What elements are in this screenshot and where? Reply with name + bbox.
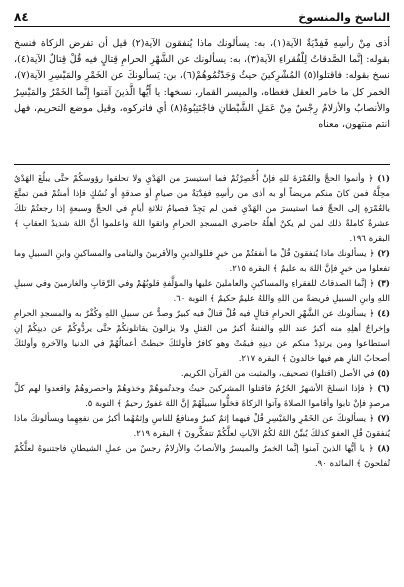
footnote-text: ﴿ يسألونكَ عن الخَمْرِ والمَيْسِرِ قُلْ فيهما إثمٌ كبيرٌ ومنافعُ للناسِ وإثمُهُما أكبرُ من نفعِهِما ويسألونكَ ماذا يُنفقونَ قُلِ العفوَ كذلكَ يُبيِّنُ اللهُ لكُمُ الآياتِ لعلَّكُمْ تتفكَّرونَ ﴾ البقرة ٢١٩. (14, 414, 390, 439)
footnote-text: ﴿ وأتموا الحجَّ والعُمْرَةَ للهِ فإنْ أُحْصِرْتُمْ فما استيسرَ من الهَدْيِ ولا تحلقوا رؤوسكُمْ حتَّى يبلُغَ الهَدْيُ محِلَّهُ فمن كانَ منكم مريضاً أو به أذى من رأسِهِ ففِدْيَةٌ من صيامٍ أو صدقةٍ أو نُسُكٍ فإذا أمنتُمْ فمن تمتَّعَ بالعُمْرَةِ إلى الحجِّ فما استيسرَ من الهَدْيِ فمن لم يَجِدْ فصيامُ ثلاثةِ أيامٍ في الحجِّ وسبعةٍ إذا رجعتُمْ تلكَ عشرةٌ كاملةٌ ذلك لمن لم يكنْ أهلُهُ حاضري المسجدِ الحرامِ واتقوا اللهَ واعلموا أنَّ اللهَ شديدُ العقابِ ﴾ البقرة ١٩٦. (14, 174, 390, 244)
footnote-5 (14, 367, 390, 382)
footnote-2 (14, 247, 390, 277)
footnote-text: ﴿ يسألونك عن الشَّهْرِ الحرامِ قتالٍ فيه قُلْ قتالٌ فيه كبيرٌ وصدٌّ عن سبيلِ اللهِ وكُفْرٌ به والمسجدِ الحرامِ وإخراجُ أهلِهِ منه أكبرُ عند اللهِ والفتنةُ أكبرُ من القتلِ ولا يزالونَ يقاتلونكُمْ حتَّى يردُّوكُمْ عن دينِكُمْ إنِ استطاعوا ومن يرتدِدْ منكم عن دينِهِ فيمُتْ وهو كافرٌ فأولئكَ حبطتْ أعمالُهُمْ في الدنيا والآخرةِ وأولئكَ أصحابُ النارِ هم فيها خالدونَ ﴾ البقرة ٢١٧. (14, 309, 390, 364)
footnote-text: ﴿ يسألونك ماذا يُنفقونَ قُلْ ما أنفقتُمْ من خيرٍ فللوالدينِ والأقربينَ واليتامى والمساكينِ وابنِ السبيلِ وما تفعلوا من خيرٍ فإنَّ اللهَ به عليمٌ ﴾ البقرة ٢١٥. (14, 249, 390, 274)
footnote-7 (14, 412, 390, 442)
main-paragraph: أذى مِنْ رأسِهِ فَفِدْيَةٌ الآية(١)، به: يسألونك ماذا يُنفقون الآية(٢) قيل أن تفرض الزكاة فنسخ بقوله: إنَّما الصَّدقاتُ لِلْفُقراءِ الآية(٣)، به: يسألونك عن الشَّهْرِ الحرامِ قِتالٍ فيه قُلْ قِتالٌ الآية(٤)، نسخ بقوله: فاقتلوا(٥) المُشْرِكينَ حيثُ وَجَدْتُمُوهُمْ(٦)، بن: يَسألونكَ عن الخَمْرِ والمَيْسِرِ الآية(٧)، الخمر كل ما خامر العقل فغطاه، والميسر القمار، نسخها: يا أَيُّها الَّذينَ آمَنوا إِنَّما الخَمْرُ والمَيْسِرُ والأنصابُ والأزلامُ رِجْسٌ مِنْ عَمَلِ الشَّيْطانِ فاجْتَنِبُوهُ(٨) أي فاتركوه، وقيل موضع التحريم، فهل انتم منتهون، معناه (14, 38, 390, 131)
footnote-4 (14, 307, 390, 367)
footnotes (14, 172, 390, 581)
footnote-number: (٣) (377, 279, 390, 289)
footnote-number: (٤) (377, 309, 391, 319)
footnote-number: (٢) (377, 249, 390, 259)
footnote-number: (٥) (377, 369, 390, 379)
page-header (14, 8, 390, 26)
footnote-text: ﴿ فإذا انسلخَ الأشهرُ الحُرُمُ فاقتلوا المشركينَ حيثُ وجدتُموهُمْ وخذوهُمْ واحصروهُمْ واقعدوا لهم كلَّ مرصدٍ فإنْ تابوا وأقاموا الصلاةَ وآتوا الزكاةَ فخلُّوا سبيلَهُمْ إنَّ اللهَ غفورٌ رحيمٌ ﴾ التوبة ٥. (14, 384, 390, 409)
footnote-3 (14, 277, 390, 307)
running-title: الناسخ والمنسوخ (298, 10, 390, 24)
footnote-text: ﴿ يا أيُّها الذينَ آمنوا إنَّما الخمرُ والميسرُ والأنصابُ والأزلامُ رجسٌ من عملِ الشيطانِ فاجتنبوهُ لعلَّكُمْ تُفلحونَ ﴾ المائدة ٩٠. (14, 444, 390, 469)
header-rule (14, 26, 390, 27)
footnote-1 (14, 172, 390, 247)
footnote-number: (٧) (377, 414, 390, 424)
footnote-number: (٨) (377, 444, 391, 454)
footnote-8 (14, 442, 390, 472)
footnote-text: في الأصل (اقتلوا) تصحيف، والمثبت من القرآن الكريم. (180, 369, 375, 379)
footnote-text: ﴿ إنَّما الصدقاتُ للفقراءِ والمساكينِ والعاملينَ عليها والمؤلَّفةِ قلوبُهُمْ وفي الرِّقابِ والغارمينَ وفي سبيلِ اللهِ وابنِ السبيلِ فريضةً من اللهِ واللهُ عليمٌ حكيمٌ ﴾ التوبة ٦٠. (14, 279, 390, 304)
footnote-separator (14, 164, 390, 165)
footnote-6 (14, 382, 390, 412)
page-number: ٨٤ (14, 10, 29, 24)
footnote-number: (١) (377, 174, 390, 184)
main-text (14, 36, 390, 133)
footnote-number: (٦) (377, 384, 390, 394)
